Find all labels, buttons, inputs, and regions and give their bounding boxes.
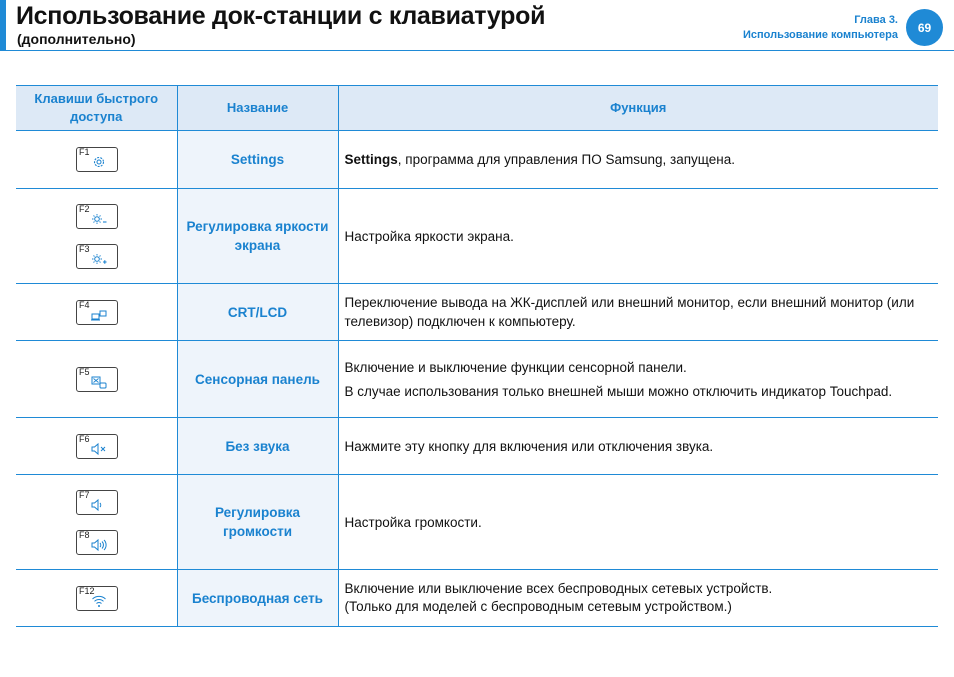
f6-key — [76, 434, 118, 459]
table-row — [16, 341, 938, 418]
table-row — [16, 284, 938, 341]
hotkey-name: Регулировка громкости — [177, 475, 338, 570]
f1-key — [76, 147, 118, 172]
keys-cell — [16, 570, 177, 627]
hotkey-function — [338, 284, 938, 341]
f5-key — [76, 367, 118, 392]
f4-key — [76, 300, 118, 325]
function-text-secondary: (Только для моделей с беспроводным сетевым устройством.) — [344, 599, 732, 614]
f7-key — [76, 490, 118, 515]
function-text: Нажмите эту кнопку для включения или отключения звука. — [344, 438, 714, 454]
keys-cell — [16, 189, 177, 284]
page-subtitle: (дополнительно) — [17, 31, 136, 47]
wireless-icon — [91, 594, 107, 608]
table-row — [16, 418, 938, 475]
volume-up-icon — [91, 538, 107, 552]
table-row — [16, 570, 938, 627]
crt-lcd-icon — [91, 308, 107, 322]
hotkey-function — [338, 570, 938, 627]
function-text-secondary: В случае использования только внешней мыши можно отключить индикатор Touchpad. — [344, 383, 893, 399]
mute-icon — [91, 442, 107, 456]
table-row — [16, 189, 938, 284]
keys-cell — [16, 418, 177, 475]
function-bold-text: Settings — [344, 152, 398, 167]
key-label: F3 — [79, 243, 90, 254]
f12-key — [76, 586, 118, 611]
key-label: F8 — [79, 529, 90, 540]
function-text: , программа для управления ПО Samsung, запущена. — [397, 152, 735, 167]
f3-key — [76, 244, 118, 269]
f2-key — [76, 204, 118, 229]
hotkey-name: Сенсорная панель — [177, 341, 338, 418]
keys-cell — [16, 341, 177, 418]
header-accent-bar — [0, 0, 6, 50]
key-label: F1 — [79, 147, 90, 157]
hotkey-function — [338, 418, 938, 475]
column-header-function: Функция — [338, 86, 938, 131]
function-text: Включение и выключение функции сенсорной панели. — [344, 359, 687, 375]
page-number-badge: 69 — [906, 9, 943, 46]
function-text: Переключение вывода на ЖК-дисплей или внешний монитор, если внешний монитор (или телевизор) подключен к компьютеру. — [344, 295, 915, 329]
table-header-row — [16, 86, 938, 131]
touchpad-off-icon — [91, 375, 107, 389]
function-text: Настройка яркости экрана. — [344, 228, 514, 244]
keys-cell — [16, 131, 177, 189]
key-label: F12 — [79, 585, 95, 596]
hotkeys-table — [16, 85, 938, 627]
header-divider — [0, 50, 954, 51]
hotkey-name: Без звука — [177, 418, 338, 475]
volume-down-icon — [91, 498, 107, 512]
brightness-up-icon — [91, 252, 107, 266]
keys-cell — [16, 475, 177, 570]
hotkey-function — [338, 189, 938, 284]
function-text: Настройка громкости. — [344, 514, 482, 530]
hotkey-function — [338, 131, 938, 189]
f8-key — [76, 530, 118, 555]
keys-cell — [16, 284, 177, 341]
page-title: Использование док-станции с клавиатурой — [16, 2, 546, 30]
brightness-down-icon — [91, 212, 107, 226]
hotkey-function — [338, 341, 938, 418]
hotkey-name: Беспроводная сеть — [177, 570, 338, 627]
key-label: F5 — [79, 366, 90, 377]
key-label: F7 — [79, 489, 90, 500]
function-text: Включение или выключение всех беспроводных сетевых устройств. — [344, 581, 773, 596]
hotkey-name: Settings — [177, 131, 338, 189]
chapter-title: Использование компьютера — [742, 29, 898, 41]
hotkey-name: CRT/LCD — [177, 284, 338, 341]
table-row — [16, 131, 938, 189]
column-header-keys: Клавиши быстрого доступа — [16, 86, 177, 131]
key-label: F4 — [79, 299, 90, 310]
key-label: F6 — [79, 433, 90, 444]
hotkey-function — [338, 475, 938, 570]
hotkey-name: Регулировка яркости экрана — [177, 189, 338, 284]
chapter-label — [743, 13, 898, 43]
key-label: F2 — [79, 203, 90, 214]
column-header-name: Название — [177, 86, 338, 131]
table-row — [16, 475, 938, 570]
chapter-number: Глава 3. — [854, 14, 898, 26]
settings-gear-icon — [91, 155, 107, 169]
